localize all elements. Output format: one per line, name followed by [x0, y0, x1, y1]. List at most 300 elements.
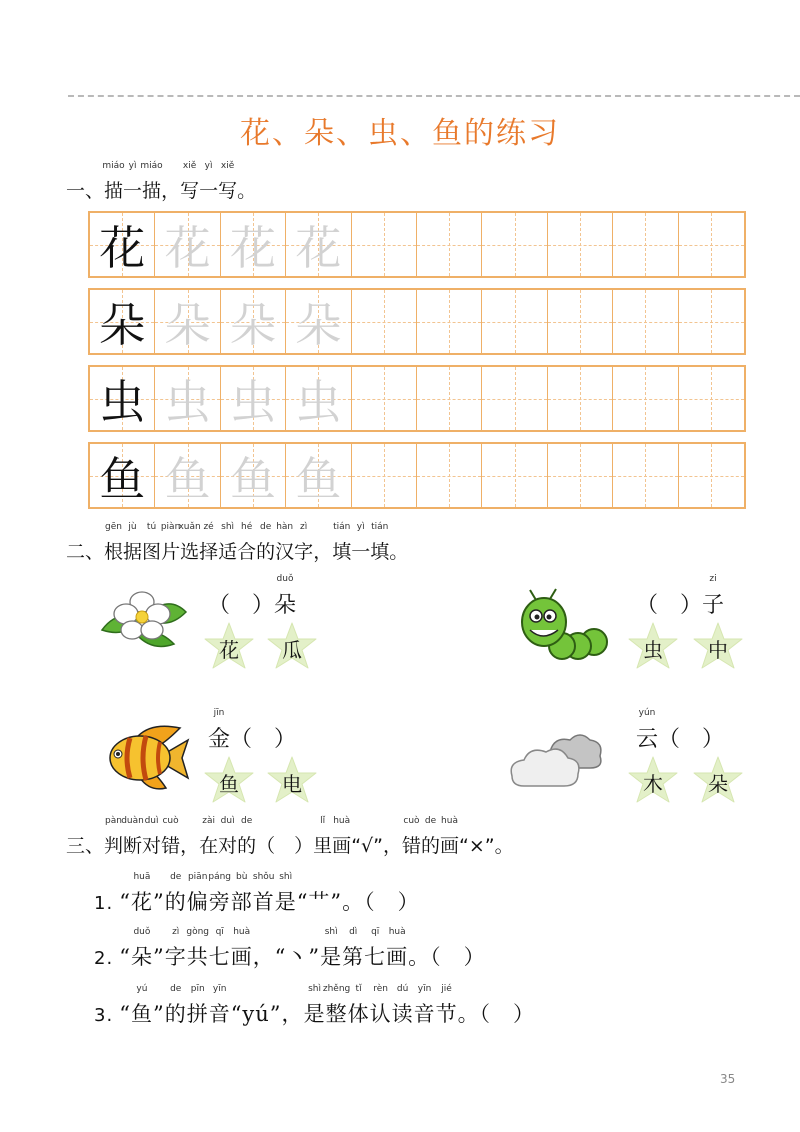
option-label: 虫: [643, 637, 663, 662]
pinyin-text: rèn: [373, 984, 388, 994]
model-character: 虫: [99, 374, 146, 429]
section3.questions.2.-char: [322, 984, 351, 1028]
hanzi-text: 朵: [130, 945, 153, 969]
pinyin-text: hé: [241, 522, 253, 532]
blank-writing-cell[interactable]: [482, 213, 547, 276]
hanzi-text: ，: [161, 180, 181, 202]
pinyin-text: huà: [441, 816, 458, 826]
pinyin-text: zì: [300, 522, 308, 532]
option-label: 电: [282, 771, 302, 796]
hanzi-text: 音: [413, 1002, 436, 1026]
pinyin-text: jié: [441, 984, 452, 994]
section3.-char: [218, 816, 238, 858]
option-star[interactable]: [203, 621, 255, 671]
pinyin-text: cuò: [403, 816, 420, 826]
section2.-char: [332, 522, 352, 564]
pinyin-text: zé: [203, 522, 214, 532]
hanzi-text: 。（ ）: [408, 945, 486, 969]
section3.-char: [237, 816, 257, 858]
hanzi-text: 拼: [186, 1002, 209, 1026]
section3.questions.1.-char: [408, 941, 486, 971]
blank-writing-cell[interactable]: [548, 444, 613, 507]
top-dashed-divider: [68, 95, 800, 97]
pinyin-text: yún: [638, 708, 656, 718]
option-star[interactable]: [266, 621, 318, 671]
pinyin-text: shǒu: [252, 872, 275, 882]
model-character: 花: [99, 220, 146, 275]
trace-character: 鱼: [164, 451, 211, 506]
pinyin-text: pīn: [190, 984, 205, 994]
blank-writing-cell[interactable]: [417, 290, 482, 353]
section3.questions.2.-char: [130, 984, 153, 1028]
section3.questions.1.-char: [230, 927, 253, 971]
trace-character: 鱼: [230, 451, 277, 506]
blank-writing-cell[interactable]: [352, 444, 417, 507]
section1.-char: [123, 161, 143, 203]
section3.questions.1.-char: [386, 927, 409, 971]
hanzi-text: 首: [252, 890, 275, 914]
hanzi-text: “√”，: [351, 835, 402, 857]
pinyin-text: duàn: [121, 816, 144, 826]
pinyin-text: piān: [187, 872, 208, 882]
section3.-char: [313, 816, 333, 858]
trace-character-cell: [221, 444, 286, 507]
section2.-char: [160, 522, 181, 564]
answer-blank[interactable]: （ ）: [230, 727, 297, 752]
section3.-char: [199, 816, 219, 858]
pinyin-text: tián: [371, 522, 389, 532]
blank-writing-cell[interactable]: [352, 213, 417, 276]
hanzi-text: ”: [152, 945, 165, 969]
section3.questions.2.-char: [153, 1002, 165, 1026]
question-number: 1.: [94, 893, 114, 914]
section3.questions.2.-char: [303, 984, 326, 1028]
cloud-icon: [506, 728, 606, 792]
section2.-char: [178, 522, 201, 564]
pinyin-text: de: [260, 522, 272, 532]
blank-writing-cell[interactable]: [679, 213, 744, 276]
trace-character: 鱼: [295, 451, 342, 506]
trace-character-cell: [221, 367, 286, 430]
hanzi-text: “: [119, 890, 131, 914]
question-number: 3.: [94, 1005, 114, 1026]
writing-row: [88, 211, 746, 278]
trace-character: 虫: [230, 374, 277, 429]
section3.-char: [332, 816, 352, 858]
hanzi-text: “yú”，: [230, 1002, 304, 1026]
section1.-char: [237, 176, 256, 203]
hanzi-text: 是: [303, 1002, 326, 1026]
answer-blank[interactable]: （ ）: [658, 727, 725, 752]
section3.questions.1.-char: [119, 945, 131, 969]
hanzi-text: 一: [351, 541, 371, 563]
trace-character-cell: [155, 444, 220, 507]
pinyin-text: cuò: [162, 816, 179, 826]
hanzi-text: 里: [313, 835, 333, 857]
trace-character-cell: [155, 367, 220, 430]
hanzi-text: 的: [164, 890, 187, 914]
section3.questions.0.-char: [164, 872, 187, 916]
section-index: 二、: [66, 541, 105, 563]
trace-character-cell: [155, 213, 220, 276]
option-label: 花: [219, 637, 239, 662]
section1.-char: [218, 161, 238, 203]
section3.questions.2.-char: [208, 984, 231, 1028]
hanzi-text: 鱼: [130, 1002, 153, 1026]
judgement-question: [94, 927, 486, 971]
trace-character: 朵: [230, 297, 277, 352]
section3.questions.0.-char: [208, 872, 232, 916]
pinyin-text: zì: [172, 927, 180, 937]
page-number: 35: [720, 1072, 736, 1086]
option-label: 木: [643, 771, 663, 796]
trace-character: 朵: [295, 297, 342, 352]
hanzi-text: 的: [237, 835, 257, 857]
hanzi-text: 。: [389, 541, 409, 563]
section3.questions.1.-char: [320, 927, 343, 971]
section3.-char: [401, 816, 421, 858]
pinyin-text: xuǎn: [178, 522, 201, 532]
fill-blank-word: [636, 574, 725, 619]
pinyin-text: huà: [388, 927, 406, 937]
hanzi-text: 合: [237, 541, 257, 563]
writing-row: [88, 365, 746, 432]
hanzi-text: 断: [123, 835, 143, 857]
pinyin-text: de: [424, 816, 437, 826]
section3.questions.0.-char: [153, 890, 165, 914]
pinyin-text: tián: [333, 522, 351, 532]
section3.questions.2.-char: [186, 984, 209, 1028]
pinyin-text: gēn: [105, 522, 122, 532]
trace-character-cell: [155, 290, 220, 353]
section3.questions.0.-char: [297, 886, 420, 916]
section3.questions.0.-char: [230, 872, 253, 916]
fill-blank-word: [208, 708, 297, 753]
hanzi-text: 适: [218, 541, 238, 563]
fill-blank-word: [636, 708, 725, 753]
section3.questions.2.-char: [119, 1002, 131, 1026]
section-index: 一、: [66, 180, 105, 202]
model-character-cell: [90, 213, 155, 276]
fill-blank-word: [208, 574, 297, 619]
hanzi-text: “: [119, 945, 131, 969]
pinyin-text: miáo: [102, 161, 125, 171]
hanzi-text: 的: [256, 541, 276, 563]
section-2-heading: [66, 522, 409, 564]
section3.-char: [142, 816, 162, 858]
hanzi-text: 描: [104, 180, 124, 202]
hanzi-text: 画: [386, 945, 409, 969]
judgement-question: [94, 984, 536, 1028]
hanzi-text: 择: [199, 541, 219, 563]
hanzi-text: ”: [152, 1002, 165, 1026]
hanzi-text: “: [119, 1002, 131, 1026]
pinyin-text: pàn: [105, 816, 122, 826]
pinyin-text: jù: [128, 522, 137, 532]
hanzi-text: 朵: [274, 593, 297, 618]
blank-writing-cell[interactable]: [417, 367, 482, 430]
section3.questions.0.-char: [130, 872, 153, 916]
pinyin-text: duì: [144, 816, 159, 826]
pinyin-text: xiě: [220, 161, 235, 171]
hanzi-text: 据: [123, 541, 143, 563]
hanzi-text: ，: [180, 835, 200, 857]
hanzi-text: 云: [636, 727, 659, 752]
section3.questions.1.-char: [364, 927, 387, 971]
hanzi-text: 选: [180, 541, 200, 563]
hanzi-text: 七: [364, 945, 387, 969]
section3.questions.0.-char: [274, 872, 297, 916]
blank-writing-cell[interactable]: [679, 367, 744, 430]
hanzi-text: 部: [230, 890, 253, 914]
option-star[interactable]: [627, 621, 679, 671]
given-character: [208, 708, 231, 753]
hanzi-text: 金: [208, 727, 231, 752]
section3.questions.0.-char: [119, 890, 131, 914]
section-1-heading: [66, 161, 257, 203]
pinyin-text: gòng: [186, 927, 210, 937]
hanzi-text: ”: [152, 890, 165, 914]
pinyin-text: de: [170, 872, 182, 882]
section2.-char: [142, 522, 162, 564]
option-star[interactable]: [692, 755, 744, 805]
hanzi-text: 写: [180, 180, 200, 202]
section2.-char: [294, 522, 314, 564]
option-label: 瓜: [282, 637, 302, 662]
model-character-cell: [90, 444, 155, 507]
pinyin-text: qī: [215, 927, 224, 937]
trace-character: 花: [295, 220, 342, 275]
hanzi-text: 一: [123, 180, 143, 202]
hanzi-text: 的: [421, 835, 441, 857]
answer-blank[interactable]: （ ）: [636, 593, 703, 618]
blank-writing-cell[interactable]: [548, 213, 613, 276]
section3.questions.1.-char: [164, 927, 187, 971]
pinyin-text: huà: [333, 816, 351, 826]
pinyin-text: hàn: [276, 522, 294, 532]
blank-writing-cell[interactable]: [352, 367, 417, 430]
hanzi-text: 花: [130, 890, 153, 914]
section3.questions.1.-char: [130, 927, 153, 971]
hanzi-text: 错: [401, 835, 421, 857]
model-character-cell: [90, 290, 155, 353]
hanzi-text: 判: [104, 835, 124, 857]
pinyin-text: páng: [208, 872, 232, 882]
pinyin-text: duǒ: [276, 574, 294, 584]
blank-writing-cell[interactable]: [482, 290, 547, 353]
hanzi-text: 字: [294, 541, 314, 563]
section2.-char: [104, 522, 124, 564]
hanzi-text: ，“丶”: [252, 945, 321, 969]
pinyin-text: yì: [128, 161, 137, 171]
hanzi-text: 偏: [186, 890, 209, 914]
trace-character-cell: [286, 213, 351, 276]
blank-writing-cell[interactable]: [679, 444, 744, 507]
blank-writing-cell[interactable]: [417, 444, 482, 507]
trace-character-cell: [286, 444, 351, 507]
hanzi-text: 图: [142, 541, 162, 563]
blank-writing-cell[interactable]: [548, 290, 613, 353]
hanzi-text: 七: [208, 945, 231, 969]
pinyin-text: duǒ: [133, 927, 151, 937]
blank-writing-cell[interactable]: [417, 213, 482, 276]
section3.-char: [459, 831, 514, 858]
hanzi-text: 在: [199, 835, 219, 857]
blank-writing-cell[interactable]: [482, 367, 547, 430]
trace-character-cell: [286, 367, 351, 430]
section2.-char: [256, 522, 276, 564]
hanzi-text: 旁: [208, 890, 231, 914]
page-title: 花、朵、虫、鱼的练习: [240, 116, 560, 151]
section1.-char: [102, 161, 125, 203]
hanzi-text: 。（ ）: [457, 1002, 536, 1026]
blank-writing-cell[interactable]: [613, 444, 678, 507]
hanzi-text: “×”。: [459, 835, 514, 857]
option-label: 朵: [708, 771, 728, 796]
pinyin-text: yīn: [417, 984, 432, 994]
hanzi-text: 填: [332, 541, 352, 563]
pinyin-text: dú: [396, 984, 409, 994]
hanzi-text: 写: [218, 180, 238, 202]
pinyin-text: bù: [235, 872, 248, 882]
hanzi-text: 是: [320, 945, 343, 969]
pinyin-text: shì: [308, 984, 322, 994]
section1.-char: [140, 161, 163, 203]
fish-icon: [100, 722, 190, 794]
hanzi-text: 读: [391, 1002, 414, 1026]
option-star[interactable]: [692, 621, 744, 671]
section3.questions.1.-char: [186, 927, 210, 971]
section3.-char: [421, 816, 441, 858]
pinyin-text: dì: [349, 927, 358, 937]
pinyin-text: qī: [371, 927, 380, 937]
hanzi-text: 描: [142, 180, 162, 202]
writing-row: [88, 288, 746, 355]
blank-writing-cell[interactable]: [679, 290, 744, 353]
hanzi-text: 共: [186, 945, 209, 969]
pinyin-text: zài: [202, 816, 215, 826]
hanzi-text: 填: [370, 541, 390, 563]
section3.-char: [256, 831, 313, 858]
hanzi-text: ，: [313, 541, 333, 563]
trace-character: 虫: [295, 374, 342, 429]
pinyin-text: de: [170, 984, 182, 994]
trace-character-cell: [221, 290, 286, 353]
hanzi-text: 对: [142, 835, 162, 857]
section1.-char: [180, 161, 200, 203]
flower-icon: [96, 586, 188, 652]
blank-writing-cell[interactable]: [482, 444, 547, 507]
section3.questions.1.-char: [342, 927, 365, 971]
hanzi-text: 对: [218, 835, 238, 857]
pinyin-text: zhěng: [322, 984, 351, 994]
pinyin-text: shì: [279, 872, 293, 882]
pinyin-text: de: [241, 816, 253, 826]
section2.-char: [199, 522, 219, 564]
option-label: 鱼: [219, 771, 239, 796]
pinyin-text: shì: [324, 927, 338, 937]
hanzi-text: 。: [237, 180, 257, 202]
section3.questions.2.-char: [231, 998, 304, 1028]
hanzi-text: 字: [164, 945, 187, 969]
hanzi-text: 认: [369, 1002, 392, 1026]
section3.-char: [351, 831, 402, 858]
blank-writing-cell[interactable]: [613, 367, 678, 430]
model-character: 鱼: [99, 451, 146, 506]
trace-character: 花: [164, 220, 211, 275]
hanzi-text: 一: [199, 180, 219, 202]
option-label: 中: [708, 637, 728, 662]
hanzi-text: 画: [440, 835, 460, 857]
writing-row: [88, 442, 746, 509]
option-star[interactable]: [203, 755, 255, 805]
blank-writing-cell[interactable]: [548, 367, 613, 430]
section3.questions.2.-char: [458, 998, 536, 1028]
hanzi-text: （ ）: [256, 835, 314, 857]
hanzi-text: 节: [435, 1002, 458, 1026]
pinyin-text: yīn: [212, 984, 227, 994]
section-3-heading: [66, 816, 514, 858]
hanzi-text: 第: [342, 945, 365, 969]
section3.questions.2.-char: [164, 984, 187, 1028]
hanzi-text: 音: [208, 1002, 231, 1026]
section3.questions.1.-char: [253, 941, 320, 971]
given-character: [702, 574, 725, 619]
blank-writing-cell[interactable]: [352, 290, 417, 353]
trace-character: 虫: [164, 374, 211, 429]
caterpillar-icon: [516, 588, 612, 666]
section2.-char: [275, 522, 295, 564]
trace-character-cell: [221, 213, 286, 276]
pinyin-text: yì: [204, 161, 213, 171]
pinyin-text: shì: [221, 522, 235, 532]
section3.-char: [440, 816, 460, 858]
model-character-cell: [90, 367, 155, 430]
hanzi-text: 错: [161, 835, 181, 857]
pinyin-text: jīn: [213, 708, 225, 718]
judgement-question: [94, 872, 420, 916]
section3.questions.0.-char: [186, 872, 209, 916]
pinyin-text: piàn: [160, 522, 181, 532]
section3.-char: [180, 831, 199, 858]
pinyin-text: huà: [233, 927, 251, 937]
section2.-char: [351, 522, 371, 564]
hanzi-text: 是: [274, 890, 297, 914]
option-star[interactable]: [266, 755, 318, 805]
hanzi-text: 画: [332, 835, 352, 857]
section2.-char: [123, 522, 143, 564]
hanzi-text: 片: [161, 541, 181, 563]
answer-blank[interactable]: （ ）: [208, 593, 275, 618]
given-character: [274, 574, 297, 619]
hanzi-text: 汉: [275, 541, 295, 563]
hanzi-text: 体: [347, 1002, 370, 1026]
section1.-char: [199, 161, 219, 203]
section2.-char: [218, 522, 238, 564]
blank-writing-cell[interactable]: [613, 290, 678, 353]
pinyin-text: yì: [356, 522, 365, 532]
trace-character-cell: [286, 290, 351, 353]
section3.questions.0.-char: [252, 872, 275, 916]
option-star[interactable]: [627, 755, 679, 805]
section2.-char: [370, 522, 390, 564]
section3.-char: [161, 816, 181, 858]
hanzi-text: 子: [702, 593, 725, 618]
section3.-char: [121, 816, 144, 858]
blank-writing-cell[interactable]: [613, 213, 678, 276]
pinyin-text: tú: [146, 522, 157, 532]
section3.questions.2.-char: [435, 984, 458, 1028]
